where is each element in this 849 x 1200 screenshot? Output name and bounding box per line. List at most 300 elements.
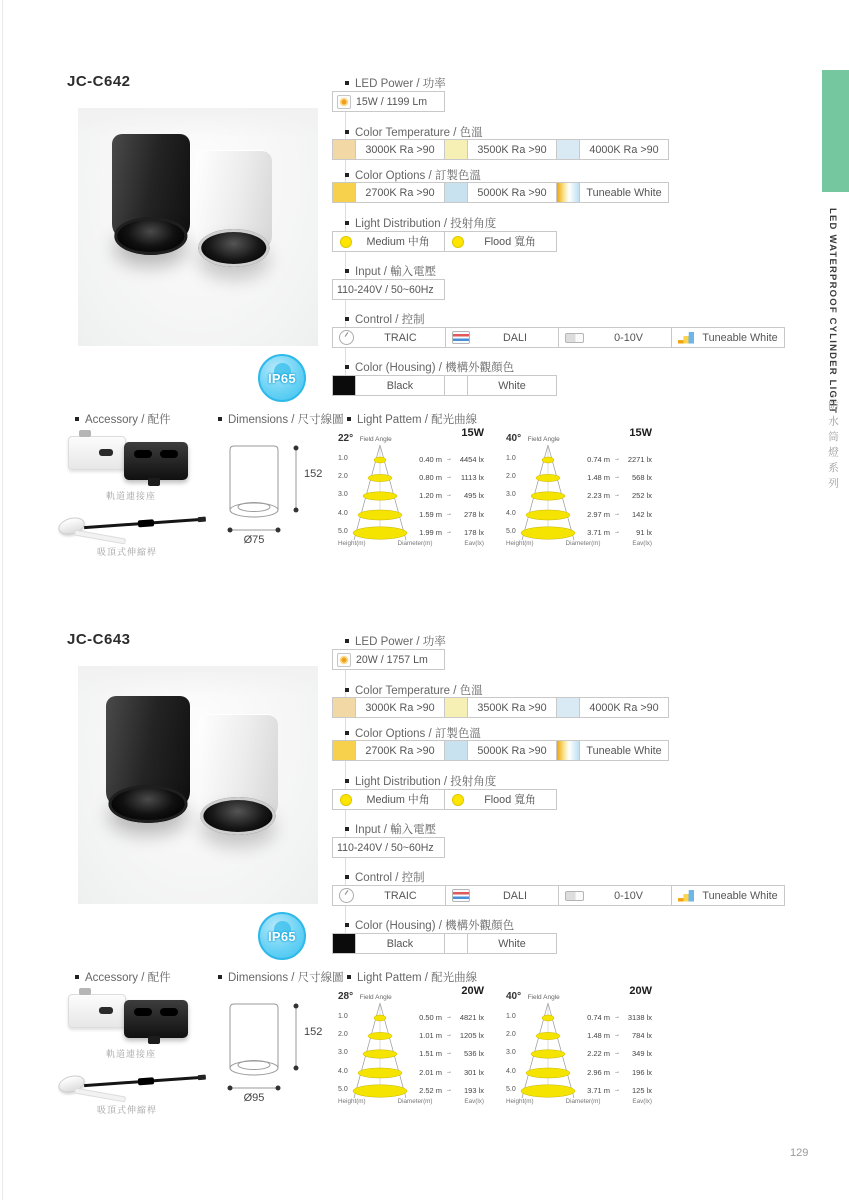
chart-power: 20W <box>629 985 652 997</box>
chart-row <box>338 1013 484 1023</box>
control-cell-dali <box>445 885 559 906</box>
lux-value: 125 lx <box>631 1086 652 1095</box>
height-tick: 3.0 <box>506 1049 516 1056</box>
color-temperature-cell <box>332 697 445 718</box>
cell-label: Tuneable White <box>586 186 662 199</box>
lux-value: 349 lx <box>631 1049 652 1058</box>
white-cylinder-light-image <box>196 150 272 252</box>
tuneable-white-bars-icon <box>678 332 694 344</box>
height-tick: 1.0 <box>506 1013 516 1020</box>
control-cell-tuneable-white <box>671 885 785 906</box>
light-pattern-chart-1 <box>338 986 484 1114</box>
lens-image <box>198 229 269 267</box>
product-section-jc-c642 <box>0 70 849 628</box>
dali-icon <box>452 331 470 344</box>
diameter-value: 0.74 m <box>587 455 610 464</box>
rod <box>84 1076 202 1087</box>
arrow-icon: → <box>614 456 620 462</box>
color-temperature-cell <box>444 697 557 718</box>
color-housing-label: Color (Housing) / 機構外觀顏色 <box>345 917 514 933</box>
diameter-value: 2.23 m <box>587 491 610 500</box>
housing-swatch <box>333 376 356 395</box>
color-swatch <box>333 741 356 760</box>
track-adapter-image <box>66 984 196 1048</box>
color-temperature-row <box>332 697 669 718</box>
control-row <box>332 885 785 906</box>
white-cylinder-light-image <box>198 714 278 820</box>
diameter-value: 1.99 m <box>419 528 442 537</box>
arrow-icon: → <box>614 492 620 498</box>
diameter-value: 0.40 m <box>419 455 442 464</box>
beam-dot-icon <box>452 236 464 248</box>
lux-value: 536 lx <box>463 1049 484 1058</box>
diameter-value: 1.20 m <box>419 491 442 500</box>
chart-row <box>506 510 652 520</box>
chart-power: 20W <box>461 985 484 997</box>
arrow-icon: → <box>446 456 452 462</box>
color-temperature-row <box>332 139 669 160</box>
product-section-jc-c643 <box>0 628 849 1186</box>
height-tick: 4.0 <box>506 510 516 517</box>
chart-rows <box>338 986 484 1114</box>
led-power-label: LED Power / 功率 <box>345 75 446 91</box>
slider-icon <box>565 333 584 343</box>
housing-color-cell <box>332 375 445 396</box>
arrow-icon: → <box>446 529 452 535</box>
rod-stem <box>74 530 126 545</box>
control-cell-tuneable-white <box>671 327 785 348</box>
footer-diameter: Diameter(m) <box>397 540 433 547</box>
light-distribution-row <box>332 789 557 810</box>
cell-label: 2700K Ra >90 <box>365 744 435 757</box>
footer-diameter: Diameter(m) <box>397 1098 433 1105</box>
chart-row <box>506 1068 652 1078</box>
arrow-icon: → <box>614 511 620 517</box>
chart-footer <box>506 1098 652 1105</box>
black-track-adapter <box>124 1000 188 1038</box>
light-pattern-label: Light Pattem / 配光曲線 <box>347 969 477 985</box>
white-track-adapter <box>68 994 126 1028</box>
cell-label: Black <box>386 937 414 950</box>
diameter-value: 0.74 m <box>587 1013 610 1022</box>
color-option-cell <box>444 740 557 761</box>
slider-icon <box>565 891 584 901</box>
input-value-box <box>332 837 445 858</box>
black-cylinder-light-image <box>112 134 190 240</box>
cell-label: DALI <box>502 889 527 902</box>
color-swatch <box>333 183 356 202</box>
chart-rows <box>338 428 484 556</box>
diameter-value: 2.52 m <box>419 1086 442 1095</box>
lux-value: 4454 lx <box>459 455 484 464</box>
light-distribution-label: Light Distribution / 投射角度 <box>345 773 496 789</box>
ip65-badge <box>258 912 306 960</box>
ip65-badge <box>258 354 306 402</box>
input-label: Input / 輸入電壓 <box>345 821 436 837</box>
color-option-cell <box>556 182 669 203</box>
lux-value: 568 lx <box>631 473 652 482</box>
arrow-icon: → <box>614 1050 620 1056</box>
color-options-row <box>332 182 669 203</box>
rod-stem <box>74 1088 126 1103</box>
lux-value: 301 lx <box>463 1068 484 1077</box>
chart-row <box>506 1049 652 1059</box>
footer-height: Height(m) <box>506 540 534 547</box>
led-power-label: LED Power / 功率 <box>345 633 446 649</box>
light-pattern-chart-2 <box>506 428 652 556</box>
housing-swatch <box>445 934 468 953</box>
cell-label: Tuneable White <box>702 331 778 344</box>
arrow-icon: → <box>446 1069 452 1075</box>
field-angle-label: Field Angle <box>527 436 560 443</box>
led-chip-icon <box>337 653 351 667</box>
color-swatch <box>445 698 468 717</box>
diameter-value: 1.51 m <box>419 1049 442 1058</box>
field-angle-value: 40° <box>506 991 522 1002</box>
height-tick: 4.0 <box>338 1068 348 1075</box>
arrow-icon: → <box>446 1050 452 1056</box>
track-adapter-image <box>66 426 196 490</box>
led-power-value-box <box>332 649 445 670</box>
arrow-icon: → <box>614 1069 620 1075</box>
cell-label: 4000K Ra >90 <box>589 701 659 714</box>
arrow-icon: → <box>446 1032 452 1038</box>
chart-row <box>338 1086 484 1096</box>
cell-label: Tuneable White <box>586 744 662 757</box>
black-track-adapter <box>124 442 188 480</box>
dimmer-dial-icon <box>339 330 354 345</box>
color-option-cell <box>556 740 669 761</box>
cell-label: Tuneable White <box>702 889 778 902</box>
chart-row <box>338 528 484 538</box>
sidebar-series-title-zh: 防水筒燈系列 <box>827 400 839 493</box>
control-cell-traic <box>332 327 446 348</box>
cell-label: Medium 中角 <box>366 236 430 248</box>
chart-footer <box>338 1098 484 1105</box>
led-power-value: 15W / 1199 Lm <box>356 95 428 108</box>
light-distribution-cell <box>444 231 557 252</box>
color-options-label: Color Options / 訂製色溫 <box>345 725 481 741</box>
input-label: Input / 輸入電壓 <box>345 263 436 279</box>
cell-label: White <box>498 937 526 950</box>
dimension-cylinder-svg <box>222 438 337 542</box>
diameter-value: 0.80 m <box>419 473 442 482</box>
lux-value: 91 lx <box>636 528 652 537</box>
control-label: Control / 控制 <box>345 311 425 327</box>
field-angle-label: Field Angle <box>359 994 392 1001</box>
product-model-title: JC-C643 <box>67 631 131 648</box>
arrow-icon: → <box>614 474 620 480</box>
dimmer-dial-icon <box>339 888 354 903</box>
chart-footer <box>338 540 484 547</box>
arrow-icon: → <box>446 1014 452 1020</box>
dimensions-label: Dimensions / 尺寸線圖 <box>218 411 344 427</box>
color-temperature-cell <box>556 139 669 160</box>
beam-dot-icon <box>452 794 464 806</box>
diameter-value: 1.01 m <box>419 1031 442 1040</box>
color-housing-label: Color (Housing) / 機構外觀顏色 <box>345 359 514 375</box>
arrow-icon: → <box>614 1032 620 1038</box>
cell-label: 3500K Ra >90 <box>477 701 547 714</box>
lux-value: 495 lx <box>463 491 484 500</box>
chart-row <box>338 510 484 520</box>
footer-eav: Eav(lx) <box>632 1098 652 1105</box>
diameter-value: 1.59 m <box>419 510 442 519</box>
cell-label: 5000K Ra >90 <box>477 744 547 757</box>
lux-value: 252 lx <box>631 491 652 500</box>
cell-label: White <box>498 379 526 392</box>
ip65-label: IP65 <box>268 370 296 386</box>
cell-label: 2700K Ra >90 <box>365 186 435 199</box>
field-angle-value: 40° <box>506 433 522 444</box>
color-swatch <box>333 140 356 159</box>
chart-row <box>506 455 652 465</box>
chart-row <box>506 1086 652 1096</box>
lux-value: 3138 lx <box>627 1013 652 1022</box>
chart-power: 15W <box>461 427 484 439</box>
lux-value: 142 lx <box>631 510 652 519</box>
housing-color-cell <box>444 933 557 954</box>
diameter-dimension: Ø75 <box>243 534 265 546</box>
lux-value: 2271 lx <box>627 455 652 464</box>
rod <box>84 518 202 529</box>
cell-label: 4000K Ra >90 <box>589 143 659 156</box>
cell-label: Flood 寬角 <box>484 236 536 248</box>
control-cell-traic <box>332 885 446 906</box>
cell-label: Flood 寬角 <box>484 794 536 806</box>
color-swatch <box>557 140 580 159</box>
footer-diameter: Diameter(m) <box>565 540 601 547</box>
diameter-value: 2.96 m <box>587 1068 610 1077</box>
chart-footer <box>506 540 652 547</box>
height-tick: 3.0 <box>338 491 348 498</box>
light-pattern-chart-1 <box>338 428 484 556</box>
arrow-icon: → <box>446 511 452 517</box>
control-cell-0-10v <box>558 327 672 348</box>
diameter-value: 2.97 m <box>587 510 610 519</box>
cell-label: DALI <box>502 331 527 344</box>
dimension-cylinder-svg <box>222 996 337 1100</box>
chart-row <box>338 1049 484 1059</box>
arrow-icon: → <box>446 1087 452 1093</box>
lux-value: 193 lx <box>463 1086 484 1095</box>
height-tick: 5.0 <box>506 528 516 535</box>
lens-image <box>109 785 188 823</box>
lux-value: 278 lx <box>463 510 484 519</box>
input-value-box <box>332 279 445 300</box>
input-value: 110-240V / 50~60Hz <box>337 283 434 296</box>
arrow-icon: → <box>614 1014 620 1020</box>
diameter-value: 3.71 m <box>587 528 610 537</box>
arrow-icon: → <box>446 474 452 480</box>
cell-label: Medium 中角 <box>366 794 430 806</box>
height-tick: 4.0 <box>338 510 348 517</box>
lux-value: 1205 lx <box>459 1031 484 1040</box>
housing-color-cell <box>444 375 557 396</box>
light-distribution-cell <box>332 231 445 252</box>
color-option-cell <box>332 740 445 761</box>
dimensions-label: Dimensions / 尺寸線圖 <box>218 969 344 985</box>
light-pattern-chart-2 <box>506 986 652 1114</box>
light-pattern-label: Light Pattem / 配光曲線 <box>347 411 477 427</box>
chart-row <box>338 473 484 483</box>
arrow-icon: → <box>614 529 620 535</box>
led-power-value: 20W / 1757 Lm <box>356 653 428 666</box>
color-swatch <box>557 183 580 202</box>
footer-eav: Eav(lx) <box>464 540 484 547</box>
cell-label: 5000K Ra >90 <box>477 186 547 199</box>
product-photo <box>78 666 318 904</box>
height-tick: 2.0 <box>338 473 348 480</box>
chart-row <box>506 1031 652 1041</box>
color-swatch <box>445 183 468 202</box>
color-temperature-label: Color Temperature / 色溫 <box>345 124 483 140</box>
lux-value: 196 lx <box>631 1068 652 1077</box>
white-track-adapter <box>68 436 126 470</box>
control-cell-0-10v <box>558 885 672 906</box>
accessory-caption: 吸頂式伸縮桿 <box>96 1105 157 1115</box>
height-dimension: 152 <box>304 468 323 480</box>
color-temperature-cell <box>556 697 669 718</box>
height-tick: 2.0 <box>506 1031 516 1038</box>
beam-dot-icon <box>340 794 352 806</box>
chart-row <box>506 1013 652 1023</box>
footer-height: Height(m) <box>338 540 366 547</box>
height-tick: 5.0 <box>506 1086 516 1093</box>
light-distribution-cell <box>444 789 557 810</box>
led-chip-icon <box>337 95 351 109</box>
lux-value: 4821 lx <box>459 1013 484 1022</box>
chart-row <box>338 1068 484 1078</box>
color-temperature-label: Color Temperature / 色溫 <box>345 682 483 698</box>
cell-label: TRAIC <box>384 331 417 344</box>
footer-height: Height(m) <box>338 1098 366 1105</box>
color-temperature-cell <box>332 139 445 160</box>
chart-row <box>506 528 652 538</box>
chart-rows <box>506 428 652 556</box>
chart-row <box>506 491 652 501</box>
light-distribution-label: Light Distribution / 投射角度 <box>345 215 496 231</box>
color-swatch <box>445 140 468 159</box>
height-tick: 1.0 <box>506 455 516 462</box>
diameter-value: 2.01 m <box>419 1068 442 1077</box>
housing-swatch <box>445 376 468 395</box>
accessory-caption: 軌道連接座 <box>105 1049 156 1059</box>
product-photo <box>78 108 318 346</box>
diameter-value: 2.22 m <box>587 1049 610 1058</box>
color-swatch <box>557 698 580 717</box>
ip65-label: IP65 <box>268 928 296 944</box>
dali-icon <box>452 889 470 902</box>
height-tick: 3.0 <box>338 1049 348 1056</box>
accessory-caption: 吸頂式伸縮桿 <box>96 547 157 557</box>
sidebar-series-title-en: LED WATERPROOF CYLINDER LIGHT <box>827 208 838 415</box>
lux-value: 178 lx <box>463 528 484 537</box>
height-tick: 4.0 <box>506 1068 516 1075</box>
chart-row <box>506 473 652 483</box>
housing-color-row <box>332 933 557 954</box>
footer-diameter: Diameter(m) <box>565 1098 601 1105</box>
color-swatch <box>333 698 356 717</box>
diameter-value: 0.50 m <box>419 1013 442 1022</box>
lens-image <box>114 217 187 255</box>
accessory-caption: 軌道連接座 <box>105 491 156 501</box>
lens-image <box>200 797 275 835</box>
height-tick: 2.0 <box>506 473 516 480</box>
arrow-icon: → <box>614 1087 620 1093</box>
control-row <box>332 327 785 348</box>
cell-label: Black <box>386 379 414 392</box>
chart-row <box>338 1031 484 1041</box>
height-tick: 2.0 <box>338 1031 348 1038</box>
control-label: Control / 控制 <box>345 869 425 885</box>
height-tick: 1.0 <box>338 1013 348 1020</box>
diameter-value: 1.48 m <box>587 1031 610 1040</box>
color-options-label: Color Options / 訂製色溫 <box>345 167 481 183</box>
cell-label: 3000K Ra >90 <box>365 701 435 714</box>
tuneable-white-bars-icon <box>678 890 694 902</box>
light-distribution-row <box>332 231 557 252</box>
field-angle-label: Field Angle <box>359 436 392 443</box>
field-angle-value: 28° <box>338 991 354 1002</box>
dimension-drawing <box>222 438 337 558</box>
cell-label: 0-10V <box>614 889 643 902</box>
height-tick: 1.0 <box>338 455 348 462</box>
accessory-label: Accessory / 配件 <box>75 411 171 427</box>
housing-swatch <box>333 934 356 953</box>
chart-power: 15W <box>629 427 652 439</box>
cell-label: 3500K Ra >90 <box>477 143 547 156</box>
footer-height: Height(m) <box>506 1098 534 1105</box>
height-tick: 5.0 <box>338 1086 348 1093</box>
product-model-title: JC-C642 <box>67 73 131 90</box>
field-angle-value: 22° <box>338 433 354 444</box>
cell-label: 3000K Ra >90 <box>365 143 435 156</box>
light-distribution-cell <box>332 789 445 810</box>
beam-dot-icon <box>340 236 352 248</box>
control-cell-dali <box>445 327 559 348</box>
color-swatch <box>445 741 468 760</box>
page-number: 129 <box>790 1147 809 1159</box>
height-tick: 3.0 <box>506 491 516 498</box>
chart-row <box>338 455 484 465</box>
chart-row <box>338 491 484 501</box>
lux-value: 1113 lx <box>460 473 484 482</box>
height-dimension: 152 <box>304 1026 323 1038</box>
arrow-icon: → <box>446 492 452 498</box>
color-option-cell <box>444 182 557 203</box>
lux-value: 784 lx <box>631 1031 652 1040</box>
housing-color-cell <box>332 933 445 954</box>
diameter-dimension: Ø95 <box>243 1092 265 1104</box>
black-cylinder-light-image <box>106 696 190 808</box>
input-value: 110-240V / 50~60Hz <box>337 841 434 854</box>
housing-color-row <box>332 375 557 396</box>
cell-label: 0-10V <box>614 331 643 344</box>
accessory-label: Accessory / 配件 <box>75 969 171 985</box>
led-power-value-box <box>332 91 445 112</box>
diameter-value: 1.48 m <box>587 473 610 482</box>
color-options-row <box>332 740 669 761</box>
footer-eav: Eav(lx) <box>632 540 652 547</box>
chart-rows <box>506 986 652 1114</box>
field-angle-label: Field Angle <box>527 994 560 1001</box>
color-option-cell <box>332 182 445 203</box>
height-tick: 5.0 <box>338 528 348 535</box>
cell-label: TRAIC <box>384 889 417 902</box>
diameter-value: 3.71 m <box>587 1086 610 1095</box>
color-swatch <box>557 741 580 760</box>
